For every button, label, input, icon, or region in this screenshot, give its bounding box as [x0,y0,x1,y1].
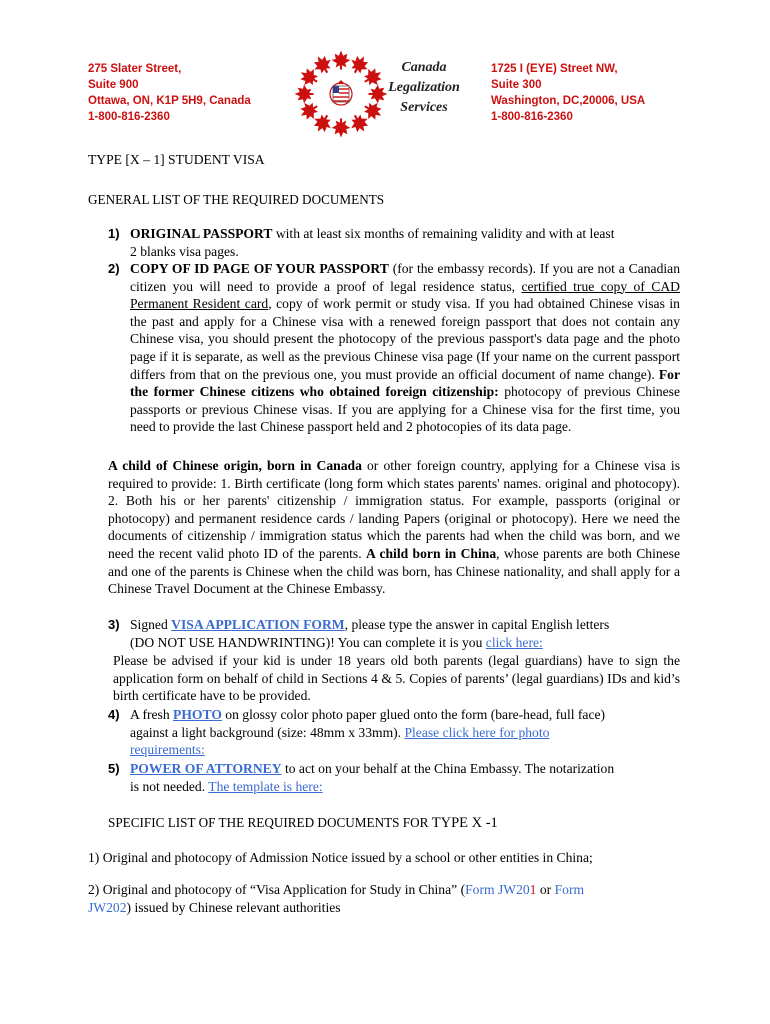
item-underlined: certified true copy of CAD Permanent Resident card [130,278,680,312]
list-number: 4) [108,707,120,722]
complete-form-link[interactable]: click here: [485,634,543,650]
address-phone: 1-800-816-2360 [491,111,573,123]
list-item-power-of-attorney [108,760,680,795]
para-bold: A child of Chinese origin, born in Canada [108,458,362,473]
heading-text: SPECIFIC LIST OF THE REQUIRED DOCUMENTS FOR [108,815,432,830]
heading-type: TYPE X -1 [431,815,498,831]
para-bold: A child born in China [366,545,497,561]
item-text: ) issued by Chinese relevant authorities [126,899,341,915]
guardian-note: Please be advised if your kid is under 18 years old both parents (legal guardians) have to sign the application form on behalf of child in Sections 4 & 5. Copies of parents’ (legal guardians) IDs and kid’s birth certificate have to be provided. [113,653,680,704]
form-jw202-link[interactable]: JW202 [88,899,127,915]
item-text: on glossy color photo paper glued onto the form (bare-head, full face) [221,707,606,722]
specific-item-admission-notice: 1) Original and photocopy of Admission Notice issued by a school or other entities in China; [88,850,593,865]
address-line: Suite 300 [491,79,542,91]
list-number: 3) [108,617,120,632]
maple-leaf-icon [295,85,314,104]
list-item-application-form [108,616,680,651]
list-number: 5) [108,761,120,776]
specific-list-heading [108,814,498,833]
photo-link[interactable]: PHOTO [173,707,222,722]
item-text: (DO NOT USE HANDWRINTING)! You can complete it is you [130,634,486,650]
item-text: , copy of work permit or study visa. If you had obtained Chinese visas in the past and apply for a Chinese visa with a renewed foreign passport that does not contain any Chinese visa, you should present the photocopy of the previous passport's data page and the photo page if it is separate, as well as the previous Chinese visa page (If your name on the current passport differs from that on the previous one, you must provide an official document of name change). [130,296,680,382]
item-bold: For the former Chinese citizens who obtained foreign citizenship: [130,366,680,400]
photo-requirements-link[interactable]: requirements: [130,742,205,758]
template-link[interactable]: The template is here: [208,778,323,794]
address-phone: 1-800-816-2360 [88,111,170,123]
photo-requirements-link[interactable]: Please click here for photo [404,724,550,740]
item-text: is not needed. [130,778,209,794]
form-jw201-link[interactable]: Form JW201 [465,882,537,897]
item-text: Signed [130,617,172,632]
child-origin-paragraph [108,457,680,598]
washington-address [491,61,645,125]
maple-leaf-icon [332,51,351,70]
item-bold: COPY OF ID PAGE OF YOUR PASSPORT [130,261,389,276]
logo-wordmark [378,58,470,118]
item-text: photocopy of previous Chinese passports or previous Chinese visas. If you are applying for a Chinese visa for the first time, you need to provide the last Chinese passport held and 2 photocopies of its data page. [130,384,680,435]
list-number: 2) [108,261,120,276]
item-text: to act on your behalf at the China Embassy. The notarization [281,761,615,776]
para-text: , whose parents are both Chinese and one of the parents is Chinese when the child was born, has Chinese nationality, and shall apply for a Chinese Travel Document at the Chinese Embassy. [108,545,681,597]
item-text: 2) Original and photocopy of “Visa Application for Study in China” ( [88,882,466,897]
list-item-photo [108,706,680,759]
item-text: with at least six months of remaining validity and with at least [272,226,615,241]
logo-word: Legalization [388,80,460,95]
address-line: Washington, DC,20006, USA [491,95,646,107]
item-text: 2 blanks visa pages. [130,243,239,259]
specific-item-jw-form [88,881,688,916]
item-bold: ORIGINAL PASSPORT [130,226,273,241]
maple-leaf-icon [332,119,351,138]
item-text: or [536,882,555,897]
list-number: 1) [108,226,120,241]
para-text: or other foreign country, applying for a Chinese visa is required to provide: 1. Birth certificate (long form which states parents' names. original and photocopy). 2. Both his or her parents' citizenship / immigration status. For example, passports (original or photocopy) and permanent residence cards / landing Papers (original or photocopy). Here we need the documents of citizenship / immigration status which the parents had when the child was born, and we need the recent valid photo ID of the parents. [108,458,680,561]
general-list-heading: GENERAL LIST OF THE REQUIRED DOCUMENTS [88,192,385,207]
item-text: A fresh [130,707,174,722]
address-line: Ottawa, ON, K1P 5H9, Canada [88,95,251,107]
item-text: against a light background (size: 48mm x 33mm). [130,724,405,740]
list-item-original-passport [108,225,680,260]
power-of-attorney-link[interactable]: POWER OF ATTORNEY [130,761,282,776]
address-line: 1725 I (EYE) Street NW, [491,63,618,75]
logo-word: Services [400,100,448,115]
logo-word: Canada [401,60,447,75]
form-jw202-link[interactable]: Form [554,882,585,897]
page-title: TYPE [X – 1] STUDENT VISA [88,152,265,167]
address-line: Suite 900 [88,79,139,91]
address-line: 275 Slater Street, [88,63,182,75]
list-item-id-page-copy [108,260,680,436]
ottawa-address [88,61,251,125]
visa-application-form-link[interactable]: VISA APPLICATION FORM [171,617,345,632]
item-text: , please type the answer in capital English letters [344,617,610,632]
item-text: (for the embassy records). If you are not a Canadian citizen you will need to provide a proof of legal residence status, [130,261,680,294]
